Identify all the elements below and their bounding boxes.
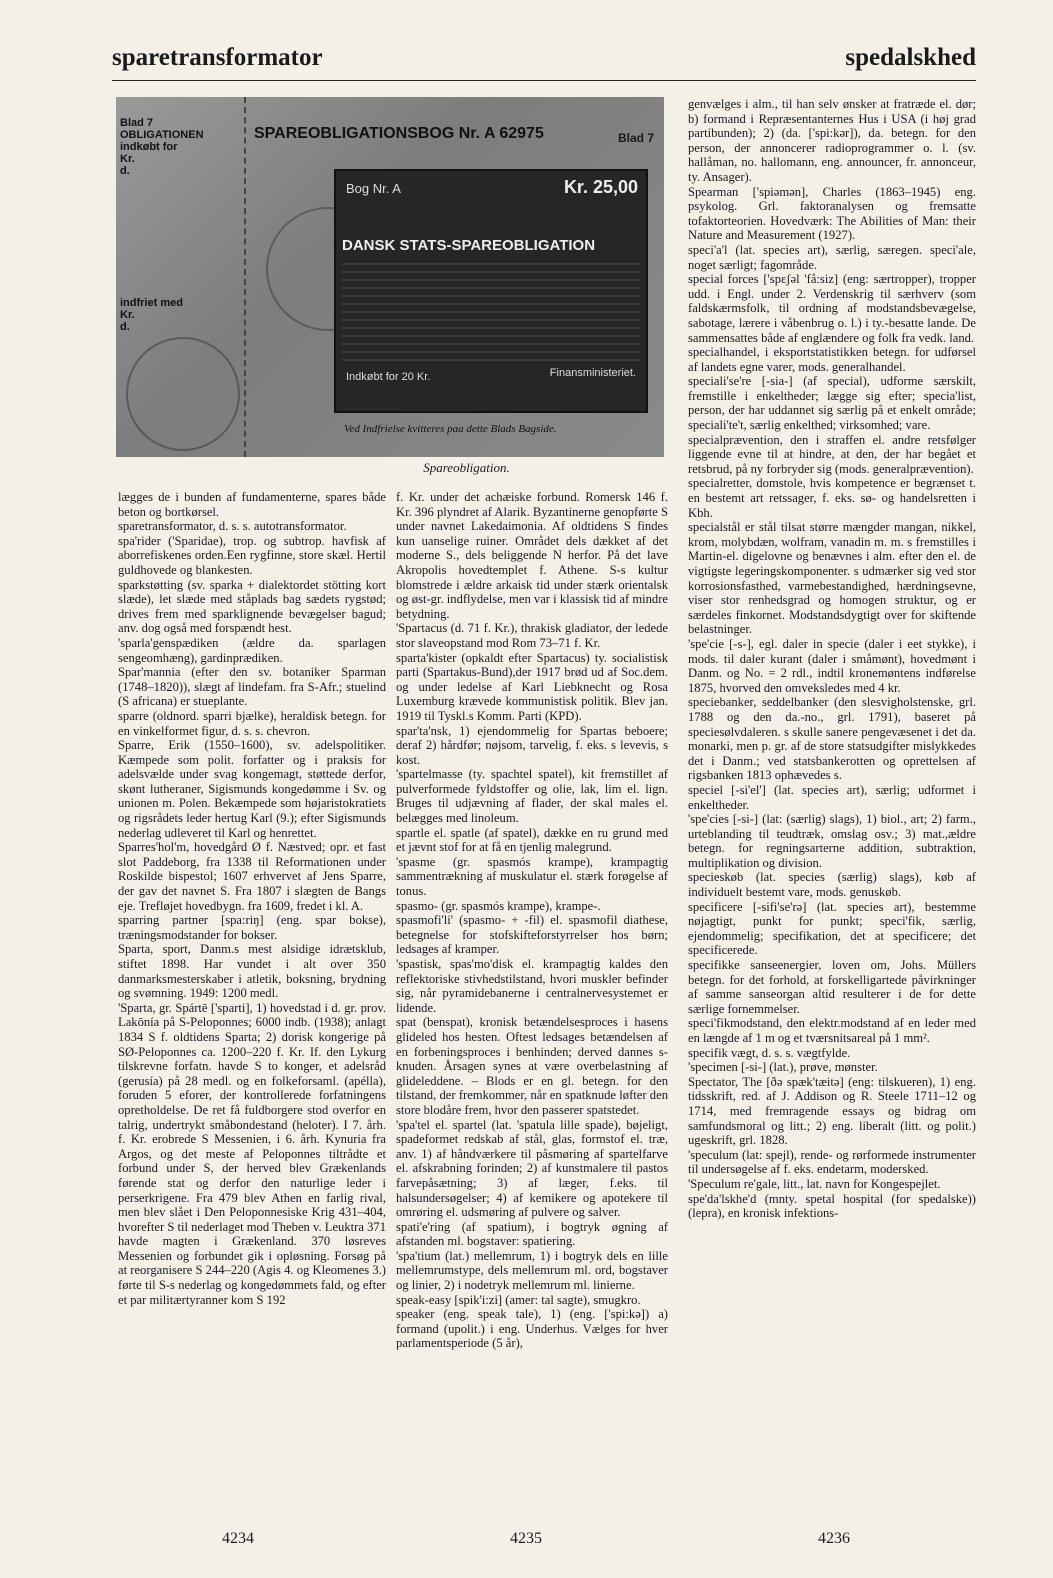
page-number: 4235 xyxy=(510,1530,542,1547)
stub-line: OBLIGATIONEN xyxy=(120,129,204,141)
dictionary-entry: spasmofi'li' (spasmo- + -fil) el. spasmofil diathese, betegnelse for stofskifteforstyrrelser hos børn; ledsages af kramper. xyxy=(396,913,668,957)
dictionary-entry: 'sparla'genspædiken (ældre da. sparlagen sengeomhæng), gardinprædiken. xyxy=(118,635,386,665)
dictionary-entry: 'spasme (gr. spasmós krampe), krampagtig sammentrækning af muskulatur el. stærk forøgelse af tonus. xyxy=(396,854,668,899)
dictionary-entry: spar'ta'nsk, 1) ejendommelig for Spartas beboere; deraf 2) hårdfør; nøjsom, tarvelig, f. eks. s levevis, s kost. xyxy=(396,723,668,767)
dictionary-entry: Sparre, Erik (1550–1600), sv. adelspolitiker. Kæmpede som polit. forfatter og i praksis for adelsvælde under svag kongemagt, støttede derfor, skønt lutheraner, Sigismunds kongedømme i Sv. og unionen m. Polen. Bekæmpede som højaristokratiets og rigsrådets leder hertug Karl (9.); efter Sigismunds nederlag udleveret til Karl og henrettet. xyxy=(118,738,386,840)
savings-bond-card xyxy=(334,169,648,413)
dictionary-entry: sparring partner [spa:riŋ] (eng. spar bokse), træningsmodstander for bokser. xyxy=(118,913,386,942)
column-3 xyxy=(688,97,976,1221)
card-amount: Kr. 25,00 xyxy=(563,177,638,197)
stamp-circle xyxy=(126,337,240,451)
card-fine-print xyxy=(342,263,640,363)
dictionary-entry: spartle el. spatle (af spatel), dække en ru grund med et jævnt stof for at få en tjenlig malegrund. xyxy=(396,825,668,855)
dictionary-entry: special forces ['spɛʃəl 'få:siz] (eng: særtropper), tropper udd. i Engl. under 2. Verdenskrig til særhverv (som faldskærmsfolk, til ordning af modstandsbevægelse, sabotage, lærere i våbenbrug o. l.) i ty.-besatte lande. De sammensattes både af englændere og folk fra vedk. land. xyxy=(688,272,976,345)
dictionary-entry: 'spastisk, spas'mo'disk el. krampagtig kaldes den reflektoriske stivhedstilstand, hvori muskler befinder sig, når pyramidebanerne i centralnervesystemet er lidende. xyxy=(396,957,668,1015)
column-2 xyxy=(396,490,668,1351)
stub-line: Blad 7 xyxy=(120,117,154,129)
dictionary-entry: genvælges i alm., til han selv ønsker at fratræde el. dør; b) formand i Repræsentanternes Hus i USA (i høj grad partibunden); 2) (da. ['spi:kər]), da. betegn. for den person, der annoncerer radioprogrammer o. l. (sv. hallåman, no. hallomann, eng. announcer, fr. annonceur, ty. Ansager). xyxy=(688,97,976,184)
dictionary-entry: sparta'kister (opkaldt efter Spartacus) ty. socialistisk parti (Spartakus-Bund),der 1917 brød ud af Soc.dem. og under ledelse af Karl Liebknecht og Rosa Luxemburg krævede kommunistisk politik. Blev jan. 1919 til Tyskl.s Komm. Parti (KPD). xyxy=(396,650,668,723)
dictionary-entry: Spar'mannia (efter den sv. botaniker Sparman (1748–1820)), slægt af lindefam. fra S-Afr.; stuelind (S africana) er stueplante. xyxy=(118,665,386,709)
dictionary-entry: Sparta, sport, Danm.s mest alsidige idrætsklub, stiftet 1898. Har vundet i alt over 350 danmarksmesterskaber i atletik, boksning, brydning og svømning. 1949: 1200 medl. xyxy=(118,942,386,1001)
stub-line: indkøbt for xyxy=(120,141,178,153)
dictionary-entry: Spectator, The [ðə spæk'tæitə] (eng: tilskueren), 1) eng. tidsskrift, red. af J. Addison og R. Steele 1711–12 og 1714, med fremragende essays og bidrag om samfundsmoral og litt.; 2) eng. liberalt (litt. og polit.) ugeskrift, grl. 1828. xyxy=(688,1074,976,1148)
running-head-left: sparetransformator xyxy=(112,44,323,71)
dictionary-entry: speci'fikmodstand, den elektr.modstand af en leder med en længde af 1 m og et tværsnitsareal på 1 mm². xyxy=(688,1016,976,1045)
dictionary-entry: specifik vægt, d. s. s. vægtfylde. xyxy=(688,1045,851,1060)
dictionary-entry: speci'a'l (lat. species art), særlig, særegen. speci'ale, noget særligt; fagområde. xyxy=(688,242,976,272)
page-number: 4234 xyxy=(222,1530,254,1547)
dictionary-entry: specialprævention, den i straffen el. andre retsfølger liggende evne til at hindre, at den, der har begået et retsbrud, på ny forbryder sig (mods. generalprævention). xyxy=(688,432,976,476)
stub-line: d. xyxy=(120,321,130,333)
dictionary-entry: 'spe'cie [-s-], egl. daler in specie (daler i eet stykke), i mods. til daler kurant (daler i småmønt), hovedmønt i Danm. og No. = 2 rdl., indtil kronemøntens indførelse 1875, hvorved den omveksledes med 4 kr. xyxy=(688,636,976,695)
dictionary-entry: sparre (oldnord. sparri bjælke), heraldisk betegn. for en vinkelformet figur, d. s. s. chevron. xyxy=(118,708,386,738)
dictionary-entry: lægges de i bunden af fundamenterne, spares både beton og bortkørsel. xyxy=(118,490,386,519)
dictionary-entry: 'spa'tium (lat.) mellemrum, 1) i bogtryk dels en lille mellemrumstype, dels mellemrum ml. ord, bogstaver og linier, 2) i nodetryk mellemrum ml. linierne. xyxy=(396,1248,668,1293)
dictionary-entry: 'Speculum re'gale, litt., lat. navn for Kongespejlet. xyxy=(688,1176,941,1191)
dictionary-entry: 'specimen [-si-] (lat.), prøve, mønster. xyxy=(688,1060,878,1075)
dictionary-entry: sparkstøtting (sv. sparka + dialektordet stötting kort slæde), let slæde med ståplads bag sædets rygstød; drives frem med sparklignende bevægelser bagud; anv. dog også med forspændt hest. xyxy=(118,577,386,636)
card-ministry: Finansministeriet. xyxy=(549,367,636,379)
dictionary-entry: sparetransformator, d. s. s. autotransformator. xyxy=(118,519,347,534)
dictionary-entry: 'Spartacus (d. 71 f. Kr.), thrakisk gladiator, der ledede stor slaveopstand mod Rom 73–71 f. Kr. xyxy=(396,621,668,650)
dictionary-entry: speciali'se're [-sia-] (af special), udforme særskilt, fremstille i enkeltheder; lægge sig efter; specia'list, person, der har uddannet sig særlig på et enkelt område; speciali'te't, særlig enkelthed; virksomhed; vare. xyxy=(688,374,976,433)
dictionary-entry: 'spartelmasse (ty. spachtel spatel), kit fremstillet af pulverformede fyldstoffer og olie, lak, lim el. lign. Bruges til udjævning af flader, der skal males el. belægges med linoleum. xyxy=(396,767,668,826)
stub-line: indfriet med xyxy=(120,297,183,309)
card-book-number: Bog Nr. A xyxy=(346,181,401,196)
bond-book-title: SPAREOBLIGATIONSBOG Nr. A 62975 xyxy=(254,125,544,142)
bond-photo xyxy=(116,97,664,457)
dictionary-entry: 'Sparta, gr. Spártē ['sparti], 1) hovedstad i d. gr. prov. Lakōnía på S-Peloponnes; 6000 indb. (1938); anlagt 1834 S f. oldtidens Sparta; 2) dorisk kongerige på SØ-Peloponnes ca. 1200–220 f. Kr. If. den Lykurg tilskrevne forfatn. havde S to konger, et adelsråd (gerusía) på 28 medl. og en folkeforsaml. (apélla), foruden 5 eforer, der kontrollerede forfatningens opretholdelse. De ret få fuldborgere stod overfor en talrig, undertrykt småbondestand (heloter). I 7. årh. f. Kr. erobrede S Messenien, i 6. årh. Kynuria fra Argos, og det meste af Peloponnes tiltrådte et forbund under S, der herved blev Grækenlands førende stat og derfor den naturlige leder i perserkrigene. Fra 479 blev Athen en farlig rival, men blev slået i Den Peloponnesiske Krig 431–404, hvorefter S til nederlaget mod Theben v. Leuktra 371 havde magten i Grækenland. 370 løsreves Messenien og forbundet gik i opløsning. Forsøg på at reorganisere S 244–220 (Agis 4. og Kleomenes 3.) førte til S-s nederlag og kongedømmets fald, og efter et par militærtyranner kom S 192 xyxy=(118,1000,386,1307)
dictionary-entry: specialhandel, i eksportstatistikken betegn. for udførsel af landets egne varer, mods. generalhandel. xyxy=(688,345,976,374)
page-number: 4236 xyxy=(818,1530,850,1547)
dictionary-entry: speak-easy [spik'i:zi] (amer: tal sagte), smugkro. xyxy=(396,1292,641,1307)
dictionary-entry: specieskøb (lat. species (særlig) slags), køb af individuelt bestemt vare, mods. genuskøb. xyxy=(688,870,976,900)
bond-blad-label: Blad 7 xyxy=(617,131,654,145)
dictionary-entry: speciel [-si'el'] (lat. species art), særlig; udformet i enkeltheder. xyxy=(688,782,976,812)
dictionary-entry: spa'rider ('Sparidae), trop. og subtrop. havfisk af aborrefiskenes orden.Een rygfinne, store skæl. Hertil guldhovede og blankesten. xyxy=(118,533,386,577)
column-1 xyxy=(118,490,386,1307)
dictionary-entry: 'speculum (lat: spejl), rende- og rørformede instrumenter til undersøgelse af f. eks. endetarm, modersked. xyxy=(688,1147,976,1177)
dictionary-entry: spati'e'ring (af spatium), i bogtryk øgning af afstanden ml. bogstaver: spatiering. xyxy=(396,1219,668,1249)
bond-inner-caption: Ved Indfrielse kvitteres paa dette Blads Bagside. xyxy=(344,423,557,435)
stub-line: Kr. xyxy=(120,309,135,321)
dictionary-entry: 'spe'cies [-si-] (lat: (særlig) slags), 1) biol., art; 2) farm., urteblanding til teudtræk, omslag osv.; 3) mat.,ældre betegn. for regningsarterne addition, subtraktion, multiplikation og division. xyxy=(688,812,976,870)
header-rule xyxy=(112,80,976,81)
dictionary-entry: spat (benspat), kronisk betændelsesproces i hasens glideled hos hesten. Oftest ledsages betændelsen af en forbeningsproces i benhinden; derved dannes s-knuden. Årsagen synes at være overbelastning af glideleddene. – Blods er en gl. betegn. for den tilstand, der fremkommer, når en spatknude løfter den store blodåre frem, hvor den passerer spatstedet. xyxy=(396,1015,668,1117)
dictionary-entry: spasmo- (gr. spasmós krampe), krampe-. xyxy=(396,898,601,913)
dictionary-entry: speaker (eng. speak tale), 1) (eng. ['spi:kə]) a) formand (upolit.) i eng. Underhus. Vælges for hver parlamentsperiode (5 år), xyxy=(396,1307,668,1351)
dictionary-entry: specificere [-sifi'se'rə] (lat. species art), bestemme nøjagtigt, punkt for punkt; speci'fik, særlig, ejendommelig; specifikation, det at specificere; det specificerede. xyxy=(688,899,976,958)
stub-line: d. xyxy=(120,165,130,177)
dictionary-entry: spe'da'lskhe'd (mnty. spetal hospital (for spedalske)) (lepra), en kronisk infektions- xyxy=(688,1191,976,1221)
figure-caption: Spareobligation. xyxy=(423,460,510,475)
dictionary-entry: Sparres'hol'm, hovedgård Ø f. Næstved; opr. et fast slot Paddeborg, fra 1338 til Reformationen under Roskilde bispestol; 1607 erhvervet af Jens Sparre, der gav det navnet S. Fra 1807 i slægten de Bangs eje. Trefløjet hovedbygn. fra 1609, fredet i kl. A. xyxy=(118,840,386,913)
card-purchase-line: Indkøbt for 20 Kr. xyxy=(346,371,431,383)
dictionary-entry: f. Kr. under det achæiske forbund. Romersk 146 f. Kr. 396 plyndret af Alarik. Byzantinerne genopførte S under navnet Lakedaimonia. Af oldtidens S findes kun uanselige ruiner. Området dels dækket af det moderne S., dels beliggende N herfor. På det lave Akropolis hovedtemplet f. Athene. S-s kultur blomstrede i ældre arkaisk tid under stærk orientalsk og øst-gr. indflydelse, men var i klassisk tid af mindre betydning. xyxy=(396,490,668,621)
dictionary-entry: specialretter, domstole, hvis kompetence er begrænset t. en bestemt art retssager, f. eks. sø- og handelsretten i Kbh. xyxy=(688,476,976,520)
dictionary-entry: 'spa'tel el. spartel (lat. 'spatula lille spade), bøjeligt, spadeformet redskab af stål, glas, formstof el. træ, anv. 1) af håndværkere til påsmøring af spartelfarve el. afskrabning forinden; 2) af kunstmalere til pastos farvepåsætning; 3) af læger, f.eks. til halsundersøgelser; 4) af kemikere og apotekere til omrøring el. udsmøring af pulvere og salver. xyxy=(396,1117,668,1220)
dictionary-entry: specialstål er stål tilsat større mængder mangan, nikkel, krom, molybdæn, wolfram, vanadin m. m. s fremstilles i Martin-el. digelovne og benævnes i alm. efter den el. de vigtigste legeringskomponenter. s udmærker sig ved stor korrosionsfasthed, varmebestandighed, hærdningsevne, viser stor renhedsgrad og homogen struktur, og er særdeles finkornet. Modstandsdygtigt over for skiftende belastninger. xyxy=(688,520,976,637)
running-head-right: spedalskhed xyxy=(845,44,976,71)
stub-line: Kr. xyxy=(120,153,135,165)
dictionary-entry: Spearman ['spiəmən], Charles (1863–1945) eng. psykolog. Grl. faktoranalysen og fremsatte tofaktorteorien. Hovedværk: The Abilities of Man: their Nature and Measurement (1927). xyxy=(688,184,976,243)
card-title: DANSK STATS-SPAREOBLIGATION xyxy=(342,237,596,254)
dictionary-entry: specifikke sanseenergier, loven om, Johs. Müllers betegn. for det forhold, at forskelligartede påvirkninger af samme sanseorgan altid resulterer i de for dette særlige fornemmelser. xyxy=(688,958,976,1016)
dictionary-entry: speciebanker, seddelbanker (den slesvigholstenske, grl. 1788 og den da.-no., grl. 1791), baseret på speciesølvdaleren. s skulle sanere pengevæsenet i det da. monarki, men p. gr. af de store statsudgifter mislykkedes det i Danm.; ved statsbankerotten og oprettelsen af rigsbanken 1813 ophævedes s. xyxy=(688,695,976,783)
